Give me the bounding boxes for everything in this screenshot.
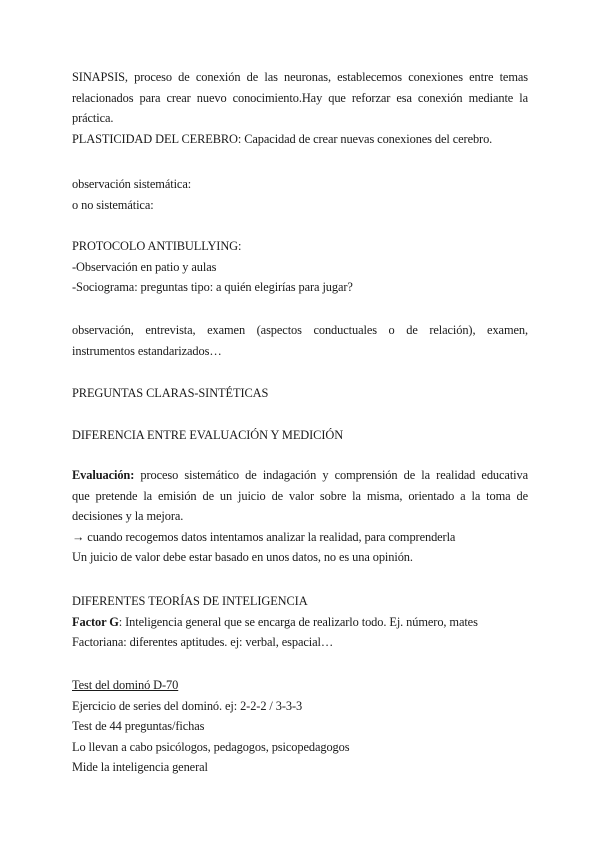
- section-heading: DIFERENCIA ENTRE EVALUACIÓN Y MEDICIÓN: [72, 428, 344, 442]
- paragraph-instrumentos: [72, 320, 528, 361]
- text-line: [72, 465, 528, 486]
- text-line: Lo llevan a cabo psicólogos, pedagogos, psicopedagogos: [72, 739, 350, 754]
- text-line: o no sistemática:: [72, 197, 154, 212]
- paragraph-observacion: [72, 174, 528, 215]
- text-line: PLASTICIDAD DEL CEREBRO: Capacidad de crear nuevas conexiones del cerebro.: [72, 131, 493, 146]
- heading-preguntas: [72, 383, 528, 404]
- paragraph-evaluacion: [72, 465, 528, 568]
- text-line: [72, 612, 528, 633]
- heading-diferencia: [72, 425, 528, 446]
- paragraph-sinapsis: [72, 67, 528, 149]
- paragraph-protocolo: [72, 236, 528, 298]
- text-line: -Sociograma: preguntas tipo: a quién elegirías para jugar?: [72, 280, 353, 295]
- term-evaluacion: Evaluación:: [72, 468, 135, 482]
- text-span: proceso sistemático de indagación y comprensión de la realidad educativa: [134, 468, 528, 482]
- paragraph-inteligencia: [72, 591, 528, 653]
- term-factor-g: Factor G: [72, 614, 119, 629]
- text-line: SINAPSIS, proceso de conexión de las neuronas, establecemos conexiones entre temas: [72, 70, 528, 84]
- section-heading: Test del dominó D-70: [72, 678, 179, 692]
- text-line: relacionados para crear nuevo conocimiento.Hay que reforzar esa conexión mediante la: [72, 90, 528, 105]
- text-line: observación, entrevista, examen (aspectos conductuales o de relación), examen,: [72, 323, 528, 337]
- text-line: Test de 44 preguntas/fichas: [72, 719, 205, 734]
- text-span: : Inteligencia general que se encarga de realizarlo todo. Ej. número, mates: [118, 614, 478, 629]
- text-line: que pretende la emisión de un juicio de valor sobre la misma, orientado a la toma de: [72, 488, 528, 503]
- section-heading: PROTOCOLO ANTIBULLYING:: [72, 239, 242, 253]
- text-line: -Observación en patio y aulas: [72, 259, 217, 274]
- text-line: Factoriana: diferentes aptitudes. ej: verbal, espacial…: [72, 635, 334, 650]
- text-line: Un juicio de valor debe estar basado en unos datos, no es una opinión.: [72, 550, 413, 565]
- text-line: práctica.: [72, 111, 114, 126]
- text-line: Ejercicio de series del dominó. ej: 2-2-2 / 3-3-3: [72, 698, 303, 713]
- paragraph-domino: [72, 675, 528, 778]
- text-line: decisiones y la mejora.: [72, 509, 184, 524]
- section-heading: PREGUNTAS CLARAS-SINTÉTICAS: [72, 386, 269, 400]
- text-line: instrumentos estandarizados…: [72, 343, 222, 358]
- section-heading: DIFERENTES TEORÍAS DE INTELIGENCIA: [72, 594, 308, 608]
- text-line: Mide la inteligencia general: [72, 760, 208, 775]
- text-line: → cuando recogemos datos intentamos analizar la realidad, para comprenderla: [72, 529, 456, 544]
- text-line: observación sistemática:: [72, 177, 192, 191]
